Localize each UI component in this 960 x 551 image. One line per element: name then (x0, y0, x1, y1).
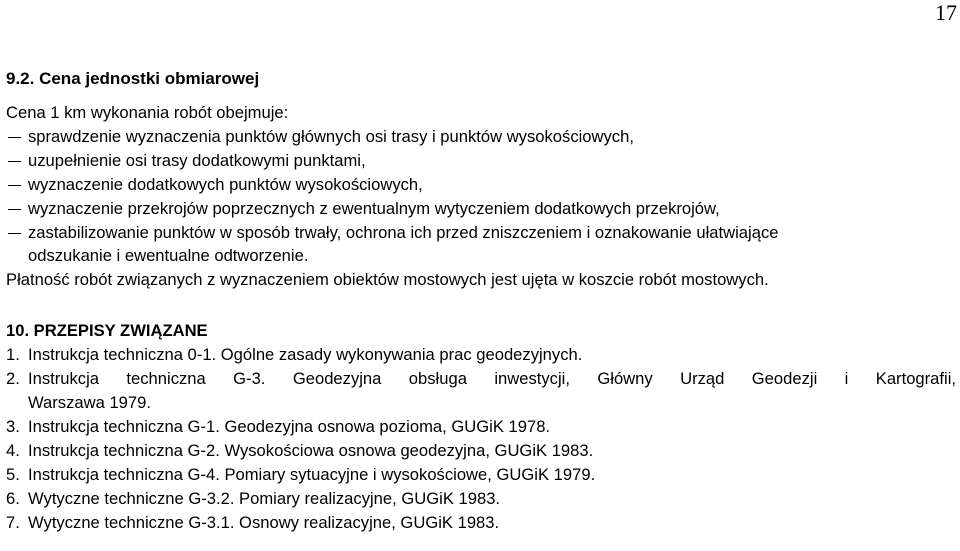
section-spacer (6, 292, 956, 319)
payment-note: Płatność robót związanych z wyznaczeniem obiektów mostowych jest ujęta w koszcie robót mostowych. (6, 270, 769, 290)
regulation-continuation: Warszawa 1979. (28, 392, 151, 412)
regulation-text: Instrukcja techniczna 0-1. Ogólne zasady wykonywania prac geodezyjnych. (28, 345, 583, 365)
regulation-item (6, 415, 956, 439)
dash-bullet (8, 185, 21, 186)
regulation-text: Instrukcja techniczna G-3. Geodezyjna obsługa inwestycji, Główny Urząd Geodezji i Kartografii, (28, 369, 956, 389)
regulation-text: Instrukcja techniczna G-1. Geodezyjna osnowa pozioma, GUGiK 1978. (28, 416, 551, 436)
scope-item (6, 125, 956, 149)
scope-item-text: zastabilizowanie punktów w sposób trwały, ochrona ich przed zniszczeniem i oznakowanie ułatwiające (28, 222, 779, 242)
regulation-number: 2. (6, 369, 20, 389)
scope-item (6, 149, 956, 173)
section-heading: 9.2. Cena jednostki obmiarowej (6, 69, 260, 88)
regulation-item (6, 343, 956, 367)
regulation-number: 4. (6, 440, 20, 460)
scope-item-continuation: odszukanie i ewentualne odtworzenie. (28, 246, 309, 266)
regulation-text: Wytyczne techniczne G-3.1. Osnowy realizacyjne, GUGiK 1983. (28, 512, 500, 532)
scope-item-text: wyznaczenie dodatkowych punktów wysokościowych, (28, 174, 423, 194)
scope-list (6, 125, 956, 268)
document-body (6, 101, 956, 534)
regulations-heading: 10. PRZEPISY ZWIĄZANE (6, 321, 208, 341)
regulation-item (6, 463, 956, 487)
regulation-number: 6. (6, 488, 20, 508)
regulation-number: 3. (6, 416, 20, 436)
regulation-text: Wytyczne techniczne G-3.2. Pomiary realizacyjne, GUGiK 1983. (28, 488, 501, 508)
dash-bullet (8, 233, 21, 234)
regulation-text: Instrukcja techniczna G-2. Wysokościowa osnowa geodezyjna, GUGiK 1983. (28, 440, 594, 460)
regulation-item (6, 511, 956, 535)
regulation-item (6, 439, 956, 463)
dash-bullet (8, 161, 21, 162)
regulation-item (6, 367, 956, 415)
page-number: 17 (935, 0, 957, 25)
regulation-item (6, 487, 956, 511)
regulation-text: Instrukcja techniczna G-4. Pomiary sytuacyjne i wysokościowe, GUGiK 1979. (28, 464, 596, 484)
scope-item (6, 221, 956, 269)
scope-item-text: sprawdzenie wyznaczenia punktów głównych osi trasy i punktów wysokościowych, (28, 126, 634, 146)
scope-item-text: wyznaczenie przekrojów poprzecznych z ewentualnym wytyczeniem dodatkowych przekrojów, (28, 198, 720, 218)
scope-item (6, 197, 956, 221)
scope-item (6, 173, 956, 197)
dash-bullet (8, 137, 21, 138)
regulation-number: 1. (6, 345, 20, 365)
regulations-list (6, 343, 956, 534)
regulation-number: 5. (6, 464, 20, 484)
dash-bullet (8, 209, 21, 210)
regulation-number: 7. (6, 512, 20, 532)
intro-text: Cena 1 km wykonania robót obejmuje: (6, 103, 289, 122)
scope-item-text: uzupełnienie osi trasy dodatkowymi punktami, (28, 150, 366, 170)
